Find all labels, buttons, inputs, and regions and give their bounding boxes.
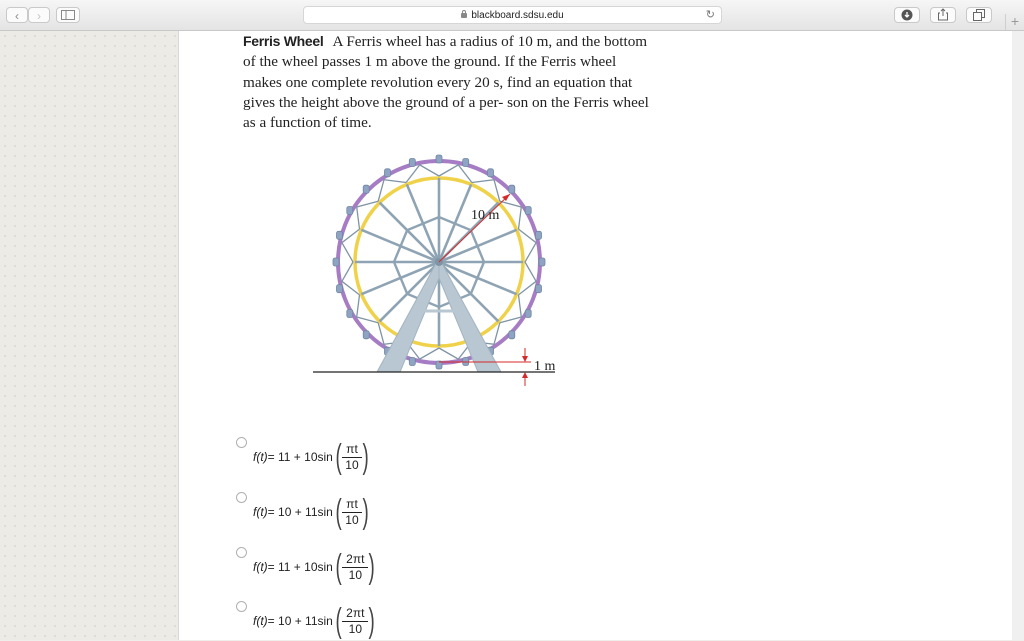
choice-equation [253, 547, 378, 587]
right-paren: ) [369, 548, 376, 586]
left-paren: ( [335, 548, 342, 586]
choice-equation [253, 601, 378, 641]
tabs-overview-button[interactable] [966, 7, 992, 23]
url-text: blackboard.sdsu.edu [471, 10, 564, 21]
left-paren: ( [335, 493, 342, 531]
ferris-wheel-drawing [313, 155, 555, 386]
left-paren: ( [335, 438, 342, 476]
right-gutter [1012, 31, 1024, 640]
left-background [0, 31, 178, 640]
forward-button[interactable] [28, 7, 50, 23]
download-icon [901, 9, 913, 21]
denominator: 10 [348, 567, 362, 582]
denominator: 10 [345, 457, 359, 472]
right-paren: ) [362, 438, 369, 476]
denominator: 10 [348, 621, 362, 636]
radio-button[interactable] [236, 601, 247, 612]
fraction [342, 552, 368, 583]
radio-button[interactable] [236, 547, 247, 558]
denominator: 10 [345, 512, 359, 527]
left-paren: ( [335, 602, 342, 640]
equation-body: = 11 + 10sin [267, 450, 333, 464]
radius-label: 10 m [471, 208, 500, 223]
problem-body: A Ferris wheel has a radius of 10 m, and the bottom of the wheel passes 1 m above the ground. If the Ferris wheel makes one complete revolution every 20 s, find an equation that gives the height above the ground of a per- son on the Ferris wheel as a function of time. [243, 33, 649, 132]
lock-icon [461, 13, 467, 18]
chevron-left-icon: ‹ [15, 9, 19, 23]
right-paren: ) [369, 602, 376, 640]
reload-icon[interactable]: ↻ [705, 9, 715, 21]
numerator: 2πt [342, 552, 368, 568]
tabs-icon [973, 9, 985, 21]
browser-toolbar [0, 0, 1024, 31]
sidebar-toggle-button[interactable] [56, 7, 80, 23]
radio-button[interactable] [236, 492, 247, 503]
address-bar[interactable] [303, 6, 722, 24]
share-icon [937, 8, 949, 21]
plus-icon: + [1010, 13, 1020, 29]
sidebar-icon [61, 10, 75, 20]
choice-equation [253, 437, 371, 477]
problem-text [243, 31, 653, 133]
radio-button[interactable] [236, 437, 247, 448]
downloads-button[interactable] [894, 7, 920, 23]
right-paren: ) [362, 493, 369, 531]
function-name: f(t) [253, 505, 268, 519]
numerator: πt [342, 442, 362, 458]
function-name: f(t) [253, 614, 268, 628]
share-button[interactable] [930, 7, 956, 23]
fraction [342, 606, 368, 637]
numerator: πt [342, 497, 362, 513]
fraction [342, 497, 362, 528]
chevron-right-icon: › [37, 9, 41, 23]
ferris-wheel-figure [305, 148, 575, 388]
function-name: f(t) [253, 560, 268, 574]
choice-equation [253, 492, 371, 532]
new-tab-button[interactable] [1005, 14, 1024, 30]
numerator: 2πt [342, 606, 368, 622]
back-button[interactable] [6, 7, 28, 23]
fraction [342, 442, 362, 473]
function-name: f(t) [253, 450, 268, 464]
equation-body: = 10 + 11sin [267, 614, 333, 628]
equation-body: = 10 + 11sin [267, 505, 333, 519]
problem-heading: Ferris Wheel [243, 33, 324, 49]
height-label: 1 m [534, 359, 556, 374]
equation-body: = 11 + 10sin [267, 560, 333, 574]
